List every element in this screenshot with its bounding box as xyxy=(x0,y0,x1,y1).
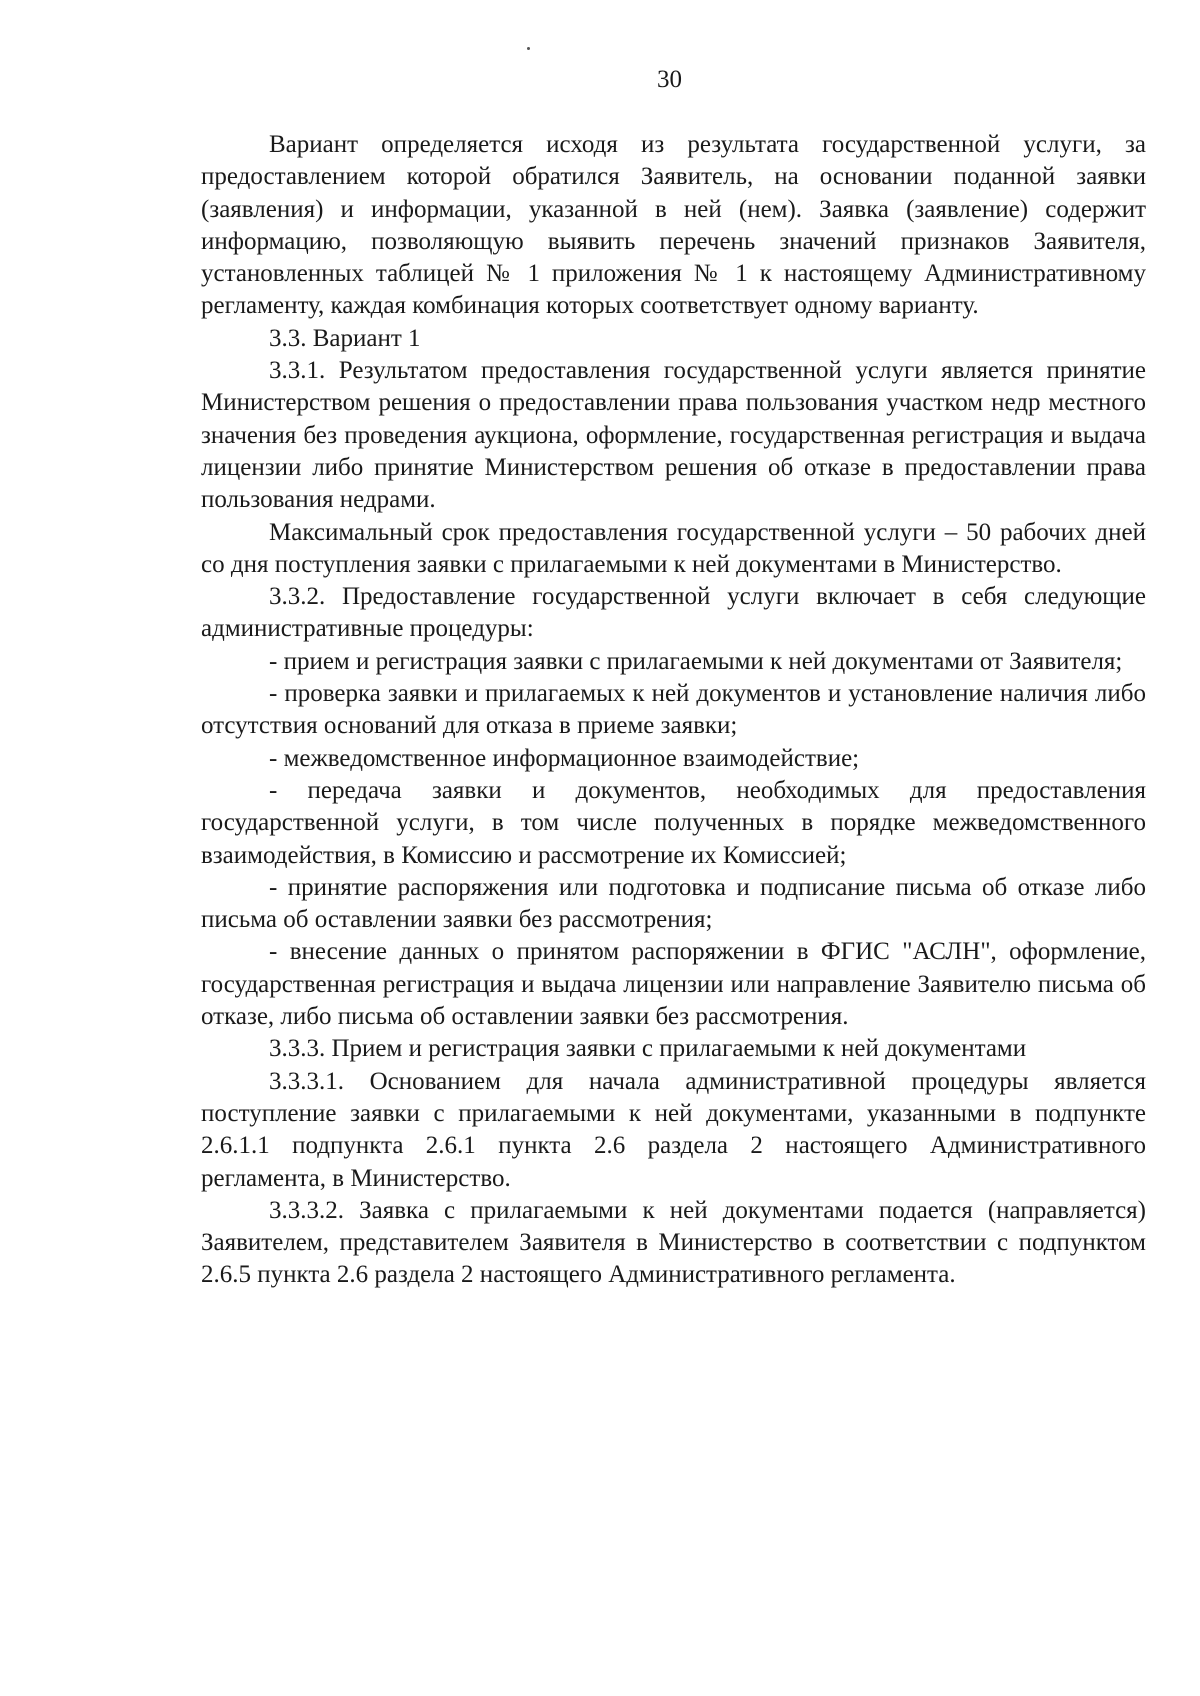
paragraph-3-3-3-2: 3.3.3.2. Заявка с прилагаемыми к ней документами подается (направляется) Заявителем, представителем Заявителя в Министерство в соответствии с подпунктом 2.6.5 пункта 2.6 раздела 2 настоящего Административного регламента. xyxy=(201,1196,1146,1289)
heading-3-3-3: 3.3.3. Прием и регистрация заявки с прилагаемыми к ней документами xyxy=(269,1035,1027,1063)
document-body xyxy=(201,129,1146,1292)
scan-artifact-dot xyxy=(527,47,530,50)
paragraph-3-3-3-1: 3.3.3.1. Основанием для начала административной процедуры является поступление заявки с прилагаемыми к ней документами, указанными в подпункте 2.6.1.1 подпункта 2.6.1 пункта 2.6 раздела 2 настоящего Административного регламента, в Министерство. xyxy=(201,1067,1146,1192)
paragraph-3-3-2: 3.3.2. Предоставление государственной услуги включает в себя следующие административные процедуры: xyxy=(201,583,1146,643)
page-number: 30 xyxy=(657,66,682,93)
paragraph-variant-definition: Вариант определяется исходя из результата государственной услуги, за предоставлением которой обратился Заявитель, на основании поданной заявки (заявления) и информации, указанной в ней (нем). Заявка (заявление) содержит информацию, позволяющую выявить перечень значений признаков Заявителя, установленных таблицей № 1 приложения № 1 к настоящему Административному регламенту, каждая комбинация которых соответствует одному варианту. xyxy=(201,131,1146,320)
list-item-procedure-2: - проверка заявки и прилагаемых к ней документов и установление наличия либо отсутствия оснований для отказа в приеме заявки; xyxy=(201,680,1146,740)
list-item-procedure-1: - прием и регистрация заявки с прилагаемыми к ней документами от Заявителя; xyxy=(269,647,1123,675)
list-item-procedure-4: - передача заявки и документов, необходимых для предоставления государственной услуги, в том числе полученных в порядке межведомственного взаимодействия, в Комиссию и рассмотрение их Комиссией; xyxy=(201,776,1146,869)
list-item-procedure-5: - принятие распоряжения или подготовка и подписание письма об отказе либо письма об оставлении заявки без рассмотрения; xyxy=(201,873,1146,934)
heading-variant-1: 3.3. Вариант 1 xyxy=(269,324,421,352)
list-item-procedure-6: - внесение данных о принятом распоряжении в ФГИС "АСЛН", оформление, государственная регистрация и выдача лицензии или направление Заявителю письма об отказе, либо письма об оставлении заявки без рассмотрения. xyxy=(201,938,1146,1031)
paragraph-max-term: Максимальный срок предоставления государственной услуги – 50 рабочих дней со дня поступления заявки с прилагаемыми к ней документами в Министерство. xyxy=(201,518,1146,578)
list-item-procedure-3: - межведомственное информационное взаимодействие; xyxy=(269,744,860,772)
paragraph-3-3-1: 3.3.1. Результатом предоставления государственной услуги является принятие Министерством решения о предоставлении права пользования участком недр местного значения без проведения аукциона, оформление, государственная регистрация и выдача лицензии либо принятие Министерством решения об отказе в предоставлении права пользования недрами. xyxy=(201,357,1146,514)
